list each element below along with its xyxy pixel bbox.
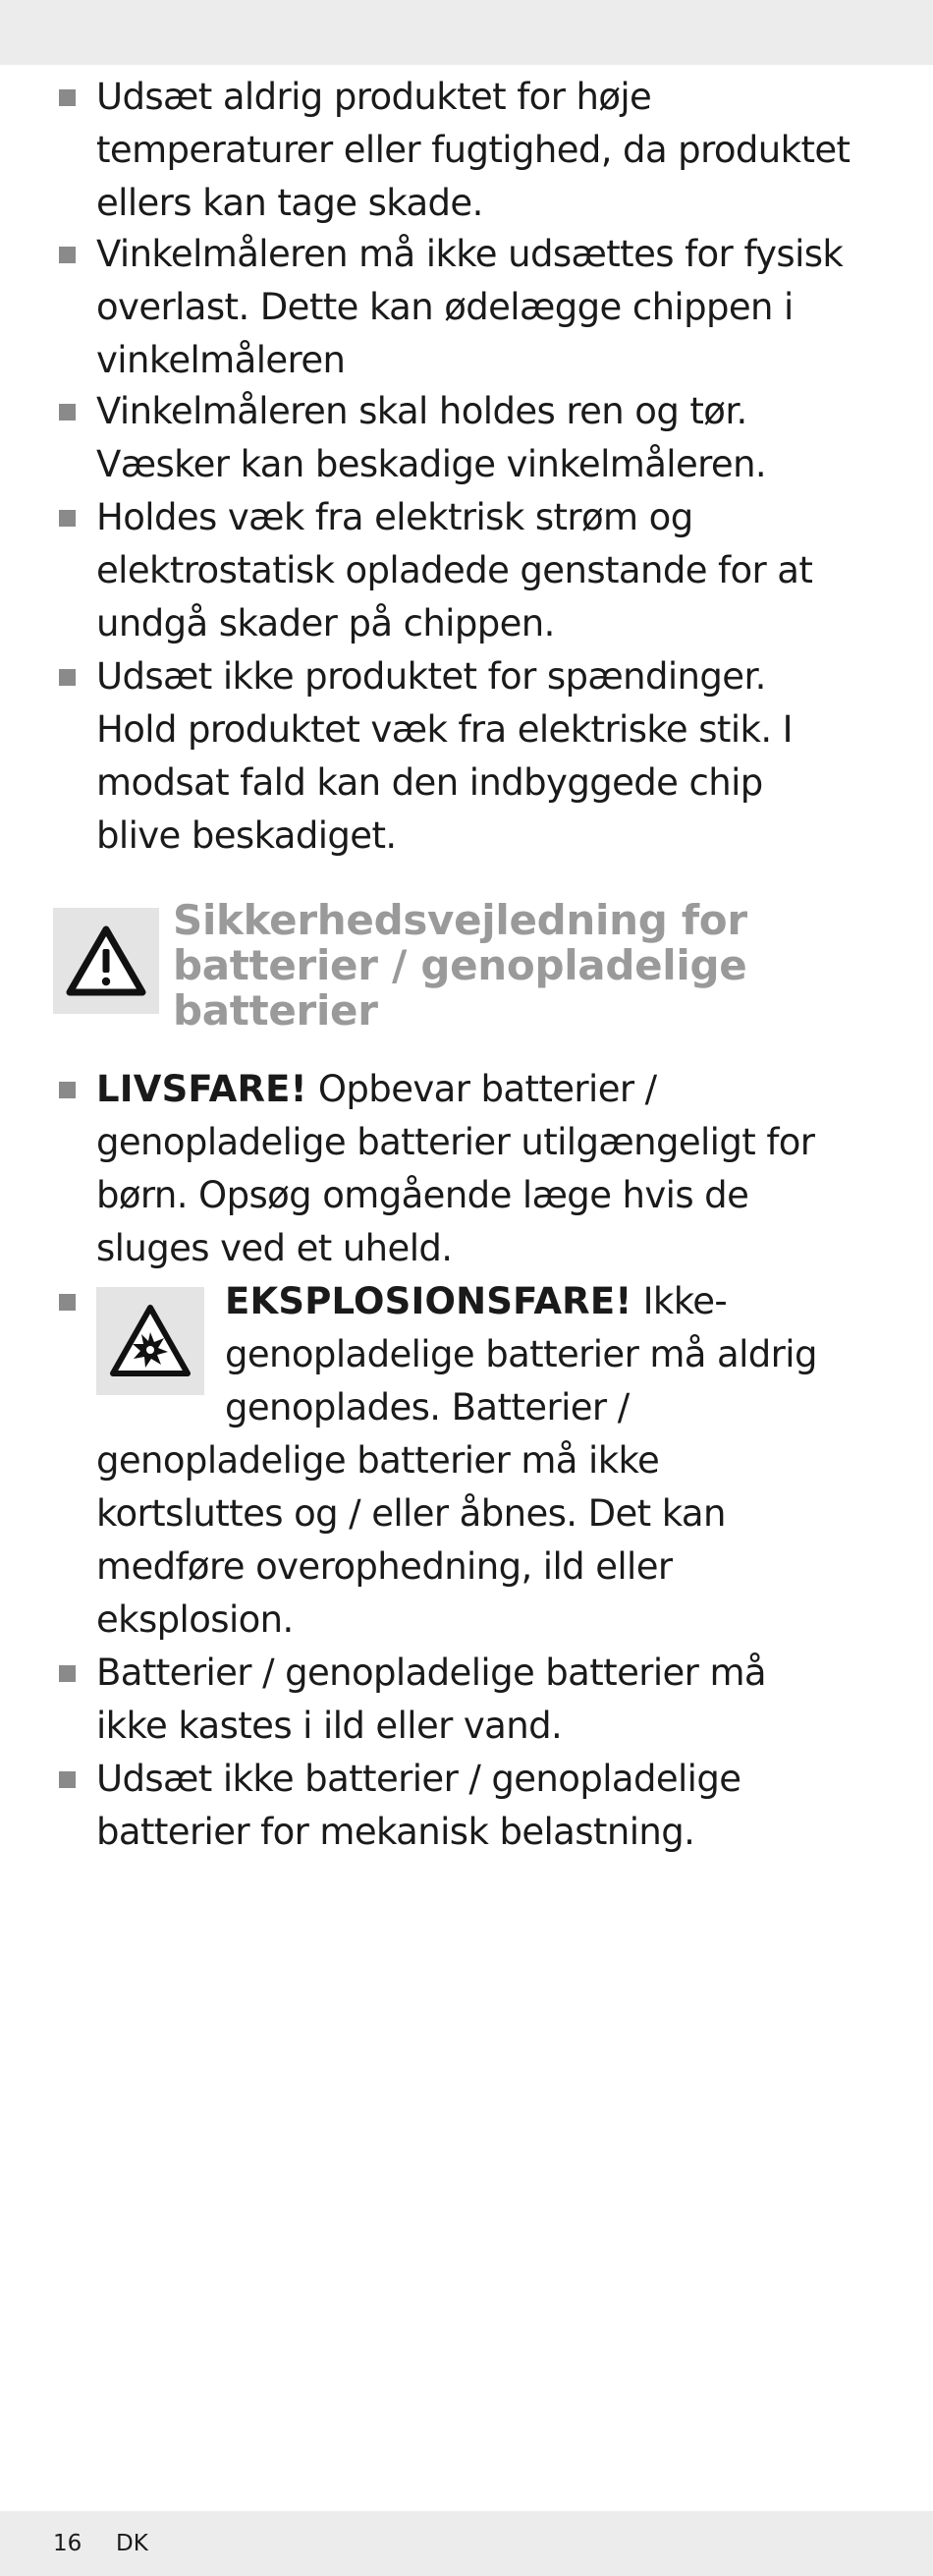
text-line: børn. Opsøg omgående læge hvis de (96, 1174, 749, 1216)
list-item (96, 228, 882, 387)
text-line: modsat fald kan den indbyggede chip (96, 761, 763, 804)
list-item (96, 1753, 882, 1859)
bullet-marker (59, 1771, 76, 1788)
text-line: temperaturer eller fugtighed, da produktet (96, 129, 851, 171)
text-line: kortsluttes og / eller åbnes. Det kan (96, 1492, 726, 1535)
text-line: ikke kastes i ild eller vand. (96, 1705, 563, 1747)
text-line: Batterier / genopladelige batterier må (96, 1652, 766, 1694)
text-line: vinkelmåleren (96, 339, 346, 381)
section-heading (173, 898, 880, 1034)
language-code: DK (116, 2531, 148, 2556)
text-line: Holdes væk fra elektrisk strøm og (96, 496, 693, 538)
list-item (96, 1647, 882, 1753)
text-line: Vinkelmåleren skal holdes ren og tør. (96, 390, 747, 432)
bullet-marker (59, 89, 76, 106)
heading-line: Sikkerhedsvejledning for (173, 896, 747, 944)
text-line: undgå skader på chippen. (96, 602, 555, 644)
text-line: genoplades. Batterier / (225, 1386, 630, 1428)
text-line: Vinkelmåleren må ikke udsættes for fysisk (96, 233, 844, 275)
text-line: Udsæt ikke produktet for spændinger. (96, 655, 766, 698)
bullet-marker (59, 247, 76, 263)
text-line: sluges ved et uheld. (96, 1227, 453, 1269)
continued-text (96, 1434, 882, 1647)
bullet-marker (59, 510, 76, 527)
text-line: genopladelige batterier utilgængeligt for (96, 1121, 815, 1163)
indented-text (225, 1275, 883, 1434)
text-line: Hold produktet væk fra elektriske stik. I (96, 708, 793, 751)
list-item (96, 71, 882, 230)
text-line: Opbevar batterier / (306, 1068, 657, 1110)
top-band (0, 0, 933, 65)
bullet-marker (59, 669, 76, 686)
text-line: genopladelige batterier må aldrig (225, 1333, 817, 1375)
warning-label: LIVSFARE! (96, 1068, 307, 1110)
list-item (96, 650, 882, 863)
explosion-icon-box (96, 1287, 204, 1395)
warning-triangle-icon (65, 924, 147, 998)
text-line: medføre overophedning, ild eller (96, 1545, 673, 1588)
bullet-marker (59, 404, 76, 420)
heading-line: batterier (173, 986, 378, 1035)
explosion-hazard-icon (108, 1303, 192, 1379)
heading-line: batterier / genopladelige (173, 941, 747, 989)
page-footer (0, 2511, 933, 2576)
text-line: batterier for mekanisk belastning. (96, 1811, 695, 1853)
bullet-marker (59, 1665, 76, 1682)
warning-label: EKSPLOSIONSFARE! (225, 1280, 632, 1322)
text-line: ellers kan tage skade. (96, 182, 483, 224)
text-line: Væsker kan beskadige vinkelmåleren. (96, 443, 767, 485)
text-line: Udsæt ikke batterier / genopladelige (96, 1758, 741, 1800)
bullet-marker (59, 1294, 76, 1311)
list-item (96, 491, 882, 650)
text-line: Udsæt aldrig produktet for høje (96, 76, 652, 118)
bullet-marker (59, 1082, 76, 1098)
text-line: eksplosion. (96, 1598, 294, 1641)
text-line: genopladelige batterier må ikke (96, 1439, 660, 1482)
warning-icon-box (53, 908, 159, 1014)
text-line: elektrostatisk opladede genstande for at (96, 549, 813, 591)
text-line: overlast. Dette kan ødelægge chippen i (96, 286, 794, 328)
text-line: Ikke- (631, 1280, 728, 1322)
list-item (96, 385, 882, 491)
text-line: blive beskadiget. (96, 814, 397, 857)
page-number: 16 (53, 2531, 82, 2556)
list-item-livsfare (96, 1063, 882, 1275)
